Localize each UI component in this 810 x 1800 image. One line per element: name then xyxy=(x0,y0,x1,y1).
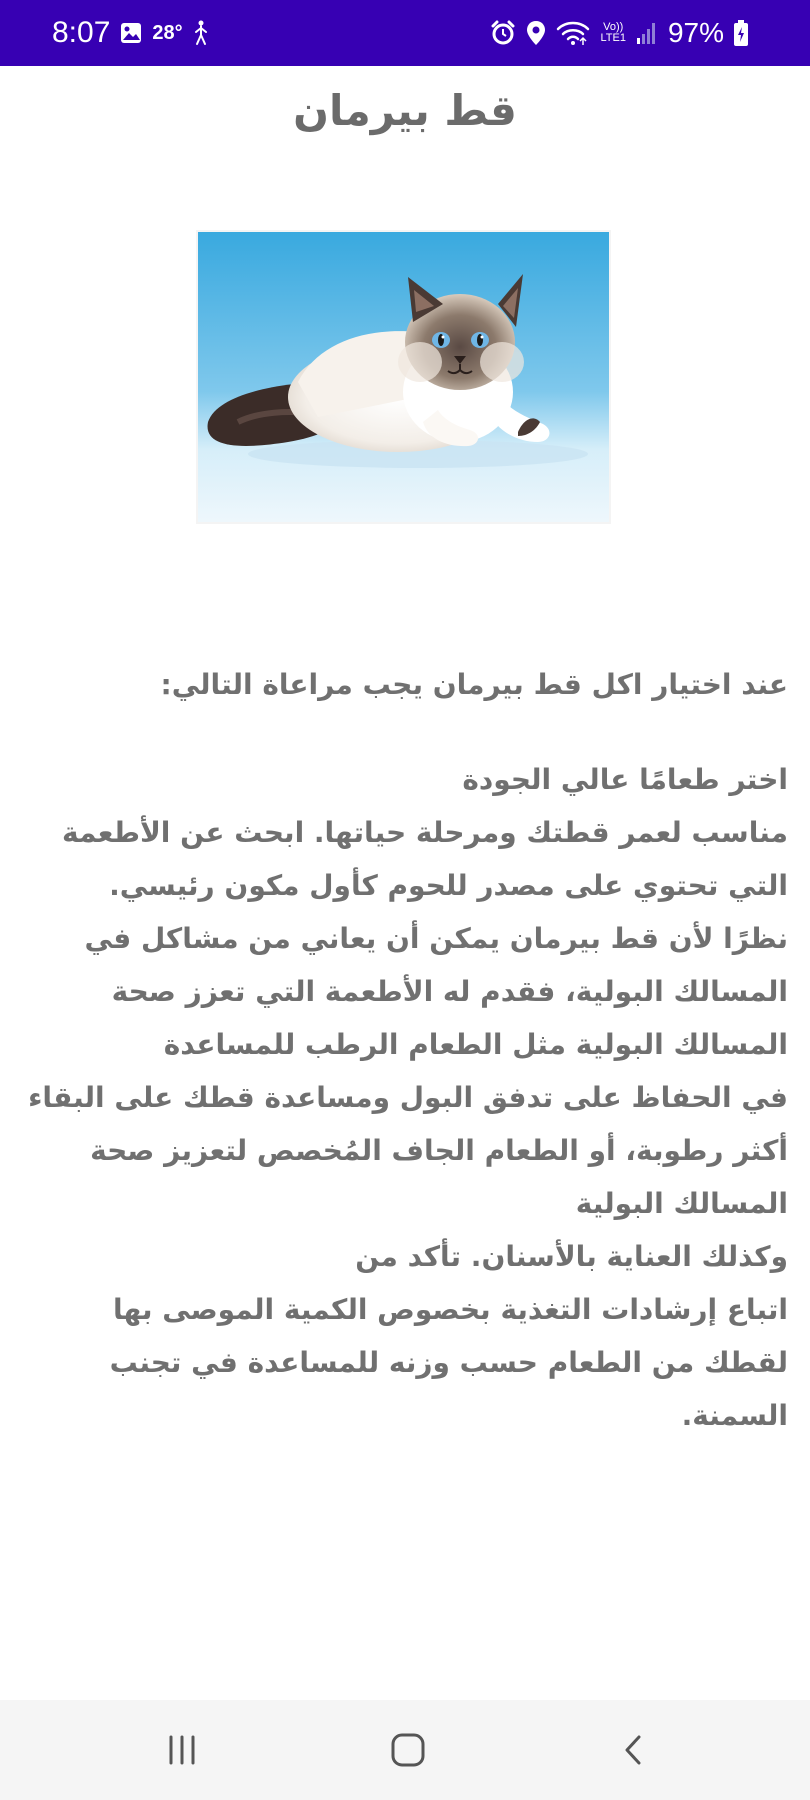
gallery-icon xyxy=(120,22,142,44)
article-line: اتباع إرشادات التغذية بخصوص الكمية الموصى بها xyxy=(113,1293,788,1326)
article-line: السمنة. xyxy=(681,1399,788,1432)
status-temperature: 28° xyxy=(152,21,183,44)
article-line: في الحفاظ على تدفق البول ومساعدة قطك على البقاء xyxy=(28,1081,788,1114)
back-button[interactable] xyxy=(604,1720,664,1780)
status-time: 8:07 xyxy=(52,16,111,49)
page-title: قط بيرمان xyxy=(293,86,517,135)
volte-line2: LTE1 xyxy=(600,32,626,44)
home-icon xyxy=(389,1731,427,1769)
cat-image-frame xyxy=(196,230,611,524)
status-bar xyxy=(0,0,810,66)
article-line: نظرًا لأن قط بيرمان يمكن أن يعاني من مشاكل في xyxy=(84,922,788,955)
back-icon xyxy=(617,1733,651,1767)
article-line: أكثر رطوبة، أو الطعام الجاف المُخصص لتعزيز صحة xyxy=(90,1134,788,1167)
recent-apps-button[interactable] xyxy=(152,1720,212,1780)
article-line: مناسب لعمر قطتك ومرحلة حياتها. ابحث عن الأطعمة xyxy=(62,816,788,849)
wifi-icon xyxy=(556,20,590,46)
battery-icon xyxy=(734,20,748,46)
article-body xyxy=(24,658,788,1442)
battery-percent: 97% xyxy=(667,17,724,48)
paragraph-gap xyxy=(24,711,788,753)
walking-icon xyxy=(193,20,209,46)
recent-apps-icon xyxy=(165,1733,199,1767)
article-line: وكذلك العناية بالأسنان. تأكد من xyxy=(355,1240,788,1273)
location-icon xyxy=(526,20,546,46)
article-line: لقطك من الطعام حسب وزنه للمساعدة في تجنب xyxy=(109,1346,788,1379)
signal-icon xyxy=(636,21,658,45)
status-left xyxy=(52,0,209,66)
article-line: المسالك البولية، فقدم له الأطعمة التي تعزز صحة xyxy=(111,975,788,1008)
article-intro: عند اختيار اكل قط بيرمان يجب مراعاة التالي: xyxy=(160,668,788,701)
article-line: المسالك البولية xyxy=(575,1187,788,1220)
status-right xyxy=(490,0,748,66)
article-line: التي تحتوي على مصدر للحوم كأول مكون رئيسي. xyxy=(109,869,788,902)
cat-image xyxy=(198,232,609,522)
home-button[interactable] xyxy=(378,1720,438,1780)
volte-indicator xyxy=(600,22,625,44)
alarm-icon xyxy=(490,20,516,46)
volte-line1: Vo)) xyxy=(603,21,624,33)
navigation-bar xyxy=(0,1700,810,1800)
article-line: المسالك البولية مثل الطعام الرطب للمساعدة xyxy=(163,1028,788,1061)
article-line: اختر طعامًا عالي الجودة xyxy=(462,763,788,796)
